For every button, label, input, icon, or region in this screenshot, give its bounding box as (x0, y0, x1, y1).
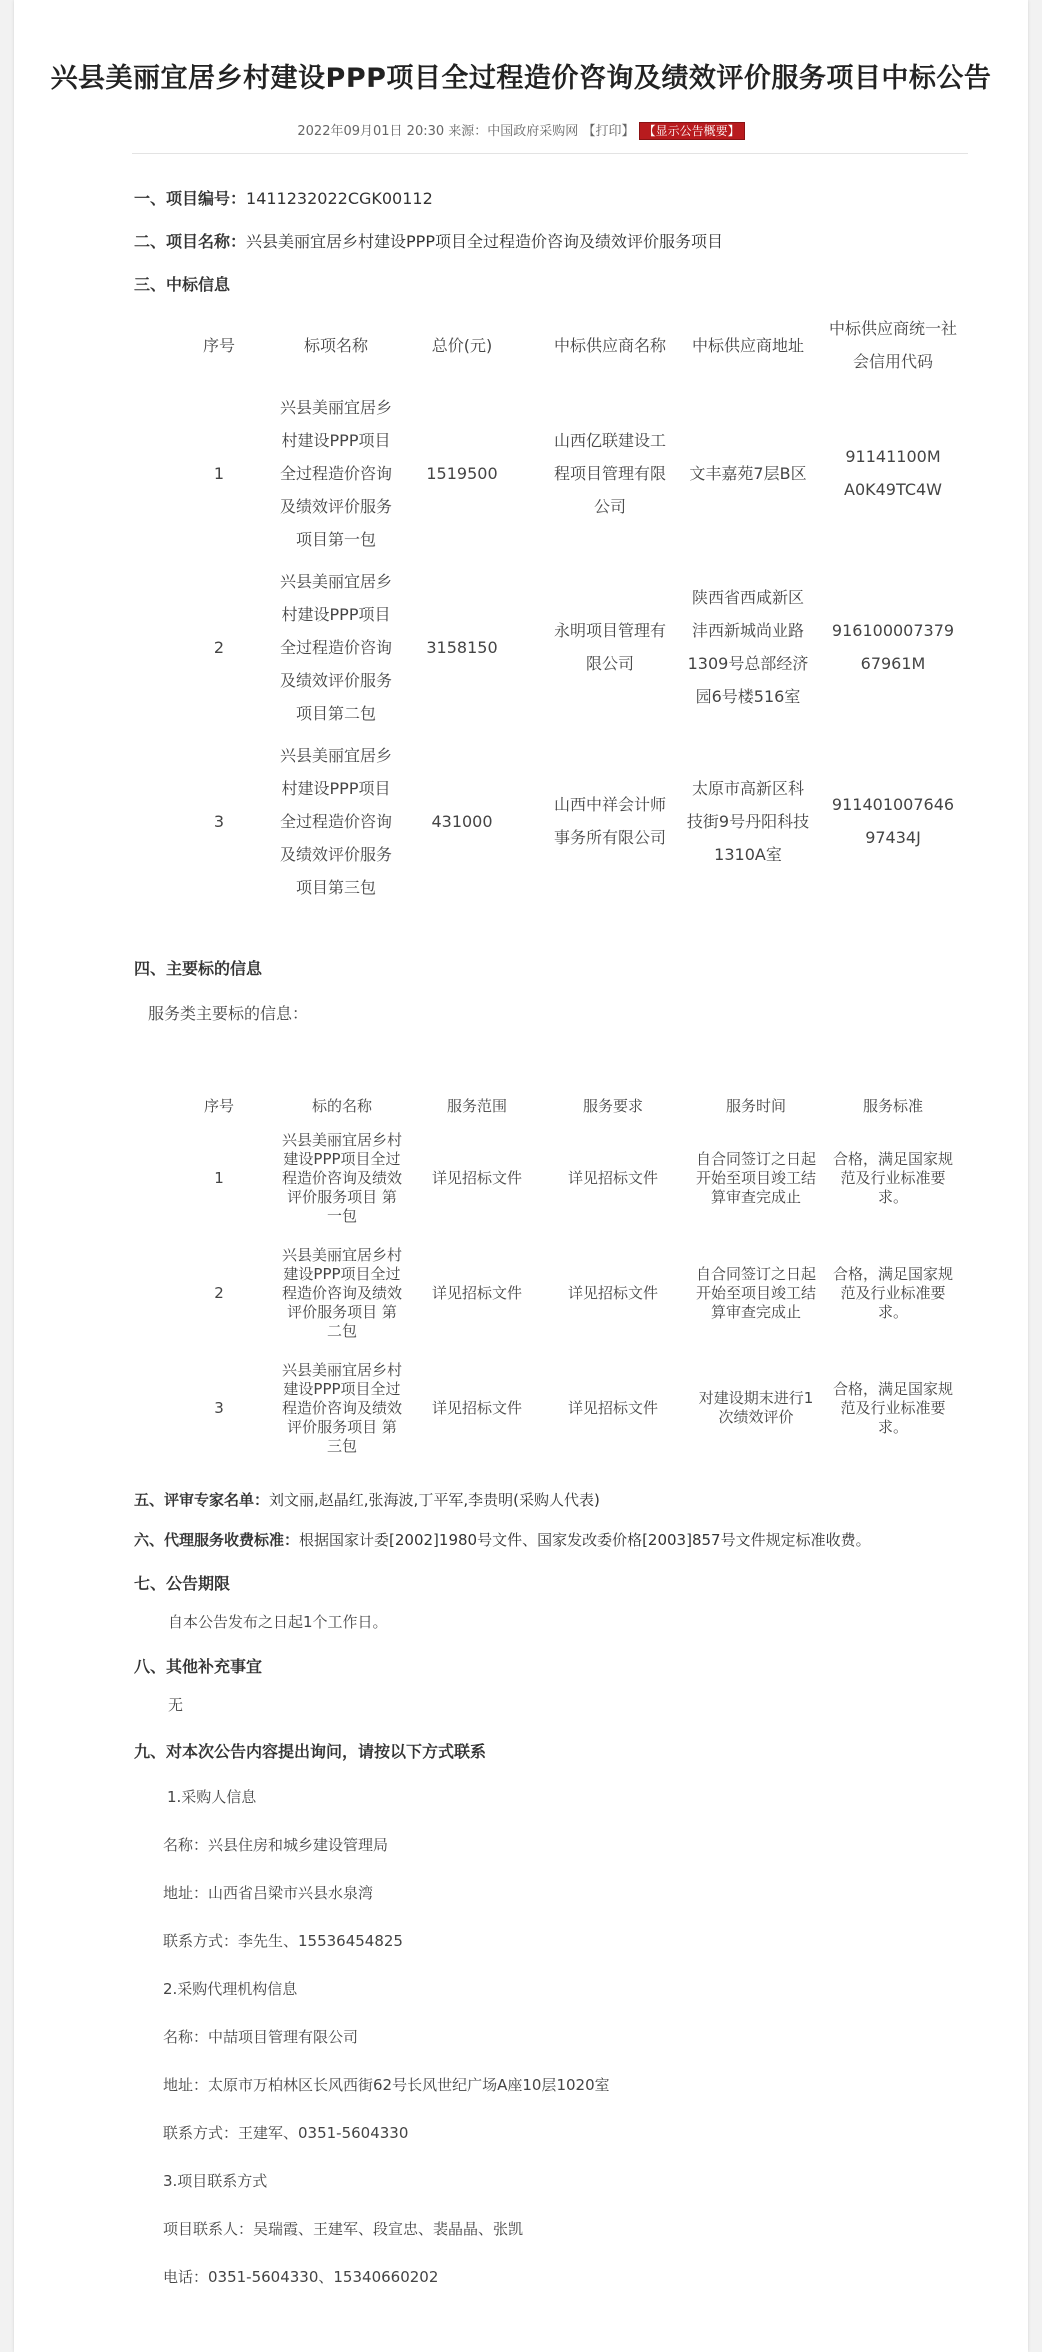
table-header: 总价(元) (431, 335, 493, 355)
table-cell: 3158150 (426, 637, 498, 657)
project-number: 1411232022CGK00112 (246, 189, 433, 208)
table-cell: 对建设期末进行1次绩效评价 (698, 1389, 814, 1426)
section-agency-fee (134, 1529, 871, 1550)
table-cell: 合格，满足国家规范及行业标准要求。 (832, 1264, 953, 1321)
table-cell: 1 (213, 463, 225, 483)
section-label: 九、对本次公告内容提出询问，请按以下方式联系 (134, 1742, 487, 1761)
show-summary-button[interactable]: 【显示公告概要】 (639, 122, 745, 140)
section-project-name (134, 229, 723, 252)
table-cell: 1519500 (426, 463, 498, 483)
agency-title: 2.采购代理机构信息 (163, 1980, 298, 1998)
purchaser-address: 地址：山西省吕梁市兴县水泉湾 (163, 1884, 374, 1902)
agency-contact: 联系方式：王建军、0351-5604330 (163, 2124, 409, 2142)
table-header: 中标供应商统一社会信用代码 (828, 319, 957, 371)
section-contacts (134, 1739, 486, 1762)
table-cell: 1 (214, 1168, 224, 1187)
table-header: 序号 (202, 335, 235, 355)
announcement-page (14, 0, 1028, 2352)
supplementary-text: 无 (168, 1696, 184, 1714)
agency-name: 名称：中喆项目管理有限公司 (163, 2028, 359, 2046)
table-cell: 兴县美丽宜居乡村建设PPP项目全过程造价咨询及绩效评价服务项目 第二包 (282, 1245, 403, 1340)
table-cell: 兴县美丽宜居乡村建设PPP项目全过程造价咨询及绩效评价服务项目第一包 (279, 397, 392, 549)
table-cell: 详见招标文件 (567, 1168, 658, 1187)
table-cell: 兴县美丽宜居乡村建设PPP项目全过程造价咨询及绩效评价服务项目 第一包 (282, 1130, 403, 1225)
table-cell: 3 (214, 1398, 224, 1417)
table-cell: 山西中祥会计师事务所有限公司 (553, 795, 666, 847)
table-cell: 91141100MA0K49TC4W (844, 447, 942, 499)
table-cell: 91140100764697434J (831, 795, 955, 847)
table-cell: 详见招标文件 (431, 1283, 522, 1302)
source-label: 来源： (448, 124, 488, 139)
purchaser-contact: 联系方式：李先生、15536454825 (163, 1932, 403, 1950)
project-contact-title: 3.项目联系方式 (163, 2172, 268, 2190)
table-cell: 陕西省西咸新区沣西新城尚业路1309号总部经济园6号楼516室 (687, 588, 809, 706)
table-cell: 详见招标文件 (567, 1283, 658, 1302)
table-cell: 详见招标文件 (431, 1168, 522, 1187)
section-experts (134, 1489, 600, 1510)
agency-address: 地址：太原市万柏林区长风西街62号长风世纪广场A座10层1020室 (163, 2076, 610, 2094)
section-label: 八、其他补充事宜 (134, 1657, 263, 1676)
table-header: 服务标准 (862, 1096, 923, 1115)
project-contact-phone: 电话：0351-5604330、15340660202 (163, 2268, 439, 2286)
section-project-number (134, 186, 433, 209)
table-header: 服务要求 (582, 1096, 643, 1115)
print-link[interactable]: 【打印】 (582, 124, 635, 139)
table-header: 中标供应商名称 (553, 335, 666, 355)
table-header: 标的名称 (311, 1096, 372, 1115)
section-label: 五、评审专家名单： (134, 1491, 270, 1509)
table-cell: 91610000737967961M (831, 621, 955, 673)
table-cell: 431000 (431, 811, 493, 831)
section-label: 七、公告期限 (134, 1574, 231, 1593)
table-cell: 自合同签订之日起开始至项目竣工结算审查完成止 (695, 1264, 816, 1321)
table-header: 服务范围 (446, 1096, 507, 1115)
table-cell: 详见招标文件 (567, 1398, 658, 1417)
table-cell: 太原市高新区科技街9号丹阳科技1310A室 (686, 778, 810, 864)
section-label: 四、主要标的信息 (134, 959, 263, 978)
section-label: 六、代理服务收费标准： (134, 1531, 300, 1549)
table-cell: 自合同签订之日起开始至项目竣工结算审查完成止 (695, 1149, 816, 1206)
expert-list: 刘文丽,赵晶红,张海波,丁平军,李贵明(采购人代表) (269, 1491, 600, 1509)
purchaser-title: 1.采购人信息 (167, 1788, 257, 1806)
table-cell: 永明项目管理有限公司 (553, 621, 666, 673)
meta-line (14, 120, 1028, 140)
title-divider (132, 153, 968, 154)
table-cell: 2 (214, 1283, 224, 1302)
section-label: 二、项目名称： (134, 232, 247, 251)
table-cell: 文丰嘉苑7层B区 (689, 463, 807, 483)
table-cell: 山西亿联建设工程项目管理有限公司 (553, 430, 666, 516)
page-title: 兴县美丽宜居乡村建设PPP项目全过程造价咨询及绩效评价服务项目中标公告 (50, 63, 992, 94)
section-award-info (134, 272, 230, 295)
publish-datetime: 2022年09月01日 20:30 (297, 124, 445, 139)
table-header: 中标供应商地址 (691, 335, 804, 355)
source-name: 中国政府采购网 (487, 124, 579, 139)
agency-fee-standard: 根据国家计委[2002]1980号文件、国家发改委价格[2003]857号文件规定标准收费。 (299, 1531, 871, 1549)
table-cell: 合格，满足国家规范及行业标准要求。 (832, 1379, 953, 1436)
purchaser-name: 名称：兴县住房和城乡建设管理局 (163, 1836, 389, 1854)
table-header: 标项名称 (303, 335, 368, 355)
notice-period-text: 自本公告发布之日起1个工作日。 (168, 1613, 388, 1631)
project-contact-people: 项目联系人：吴瑞霞、王建军、段宣忠、裴晶晶、张凯 (163, 2220, 524, 2238)
section-label: 三、中标信息 (134, 275, 231, 294)
section-main-items (134, 956, 262, 979)
table-cell: 兴县美丽宜居乡村建设PPP项目全过程造价咨询及绩效评价服务项目第二包 (279, 571, 392, 723)
project-name: 兴县美丽宜居乡村建设PPP项目全过程造价咨询及绩效评价服务项目 (246, 232, 723, 251)
table-cell: 兴县美丽宜居乡村建设PPP项目全过程造价咨询及绩效评价服务项目第三包 (279, 745, 392, 897)
section-supplementary (134, 1654, 262, 1677)
section-label: 一、项目编号： (134, 189, 247, 208)
table-cell: 3 (213, 811, 225, 831)
table-header: 服务时间 (725, 1096, 786, 1115)
service-subtitle: 服务类主要标的信息： (148, 1004, 309, 1023)
table-cell: 详见招标文件 (431, 1398, 522, 1417)
table-cell: 2 (213, 637, 225, 657)
table-header: 序号 (203, 1096, 234, 1115)
section-notice-period (134, 1571, 230, 1594)
table-cell: 兴县美丽宜居乡村建设PPP项目全过程造价咨询及绩效评价服务项目 第三包 (282, 1360, 403, 1455)
table-cell: 合格，满足国家规范及行业标准要求。 (832, 1149, 953, 1206)
